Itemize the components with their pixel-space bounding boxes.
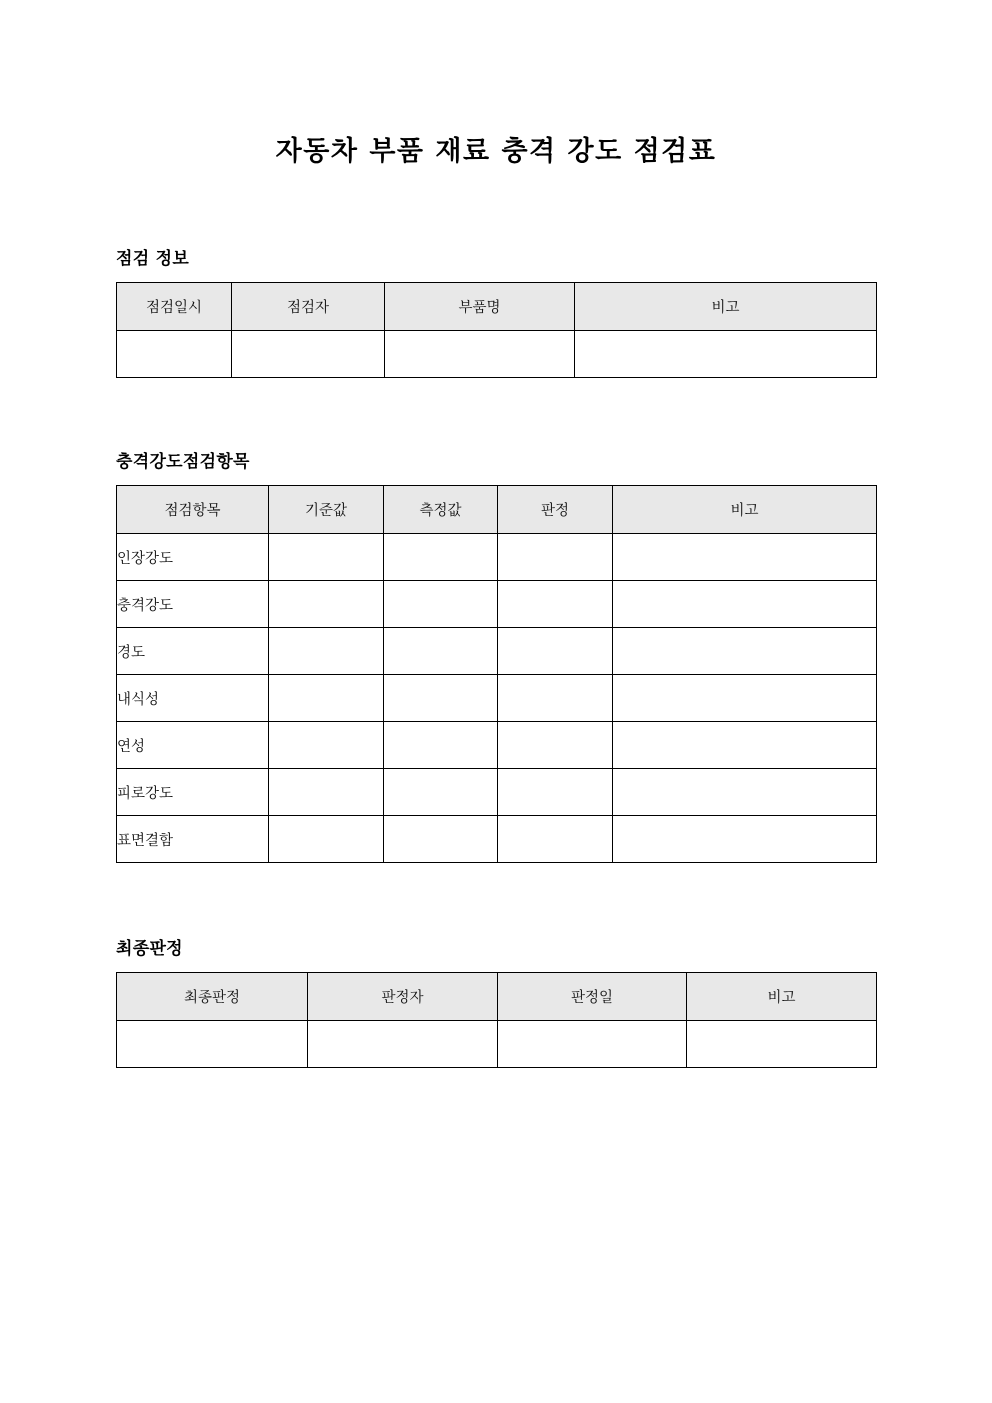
column-header-measured-value: 측정값 [384,486,498,534]
table-row [117,534,877,581]
table-row [117,722,877,769]
row-label-surface-defect: 표면결함 [117,816,269,863]
cell-standard-value[interactable] [269,816,384,863]
row-label-hardness: 경도 [117,628,269,675]
cell-measured-value[interactable] [384,769,498,816]
column-header-judge: 판정자 [308,973,498,1021]
page-title: 자동차 부품 재료 충격 강도 점검표 [275,136,717,167]
cell-measured-value[interactable] [384,534,498,581]
table-row [117,1021,877,1068]
row-label-fatigue-strength: 피로강도 [117,769,269,816]
row-label-impact-strength: 충격강도 [117,581,269,628]
column-header-part-name: 부품명 [385,283,575,331]
column-header-judgement: 판정 [498,486,613,534]
table-final-decision [116,972,877,1068]
cell-remarks[interactable] [575,331,877,378]
column-header-standard-value: 기준값 [269,486,384,534]
column-header-inspection-datetime: 점검일시 [117,283,232,331]
cell-part-name[interactable] [385,331,575,378]
table-header-row [117,283,877,331]
section-inspection-info [116,248,876,378]
table-impact-items [116,485,877,863]
cell-judgement-date[interactable] [498,1021,687,1068]
table-header-row [117,973,877,1021]
cell-standard-value[interactable] [269,675,384,722]
cell-remarks[interactable] [613,581,877,628]
cell-standard-value[interactable] [269,628,384,675]
cell-remarks[interactable] [613,816,877,863]
cell-judgement[interactable] [498,581,613,628]
cell-final-judgement[interactable] [117,1021,308,1068]
cell-judgement[interactable] [498,534,613,581]
cell-remarks[interactable] [613,534,877,581]
row-label-corrosion-resistance: 내식성 [117,675,269,722]
column-header-remarks: 비고 [687,973,877,1021]
cell-standard-value[interactable] [269,581,384,628]
column-header-final-judgement: 최종판정 [117,973,308,1021]
cell-remarks[interactable] [613,675,877,722]
cell-measured-value[interactable] [384,581,498,628]
cell-measured-value[interactable] [384,675,498,722]
cell-measured-value[interactable] [384,628,498,675]
cell-standard-value[interactable] [269,534,384,581]
cell-standard-value[interactable] [269,722,384,769]
cell-judgement[interactable] [498,628,613,675]
table-row [117,331,877,378]
cell-standard-value[interactable] [269,769,384,816]
cell-measured-value[interactable] [384,722,498,769]
table-row [117,816,877,863]
column-header-item: 점검항목 [117,486,269,534]
cell-measured-value[interactable] [384,816,498,863]
cell-judgement[interactable] [498,722,613,769]
table-row [117,769,877,816]
section-heading-inspection-info: 점검 정보 [116,249,190,269]
section-final-decision [116,938,876,1068]
column-header-judgement-date: 판정일 [498,973,687,1021]
table-row [117,675,877,722]
cell-remarks[interactable] [613,769,877,816]
cell-judgement[interactable] [498,769,613,816]
table-inspection-info [116,282,877,378]
column-header-remarks: 비고 [575,283,877,331]
table-row [117,628,877,675]
cell-judgement[interactable] [498,675,613,722]
section-heading-impact-items: 충격강도점검항목 [116,452,250,472]
table-header-row [117,486,877,534]
table-row [117,581,877,628]
row-label-ductility: 연성 [117,722,269,769]
section-heading-final-decision: 최종판정 [116,939,183,959]
cell-judgement[interactable] [498,816,613,863]
cell-remarks[interactable] [687,1021,877,1068]
cell-inspection-datetime[interactable] [117,331,232,378]
cell-remarks[interactable] [613,628,877,675]
cell-inspector[interactable] [232,331,385,378]
column-header-remarks: 비고 [613,486,877,534]
cell-judge[interactable] [308,1021,498,1068]
section-impact-items [116,451,876,863]
row-label-tensile-strength: 인장강도 [117,534,269,581]
cell-remarks[interactable] [613,722,877,769]
column-header-inspector: 점검자 [232,283,385,331]
